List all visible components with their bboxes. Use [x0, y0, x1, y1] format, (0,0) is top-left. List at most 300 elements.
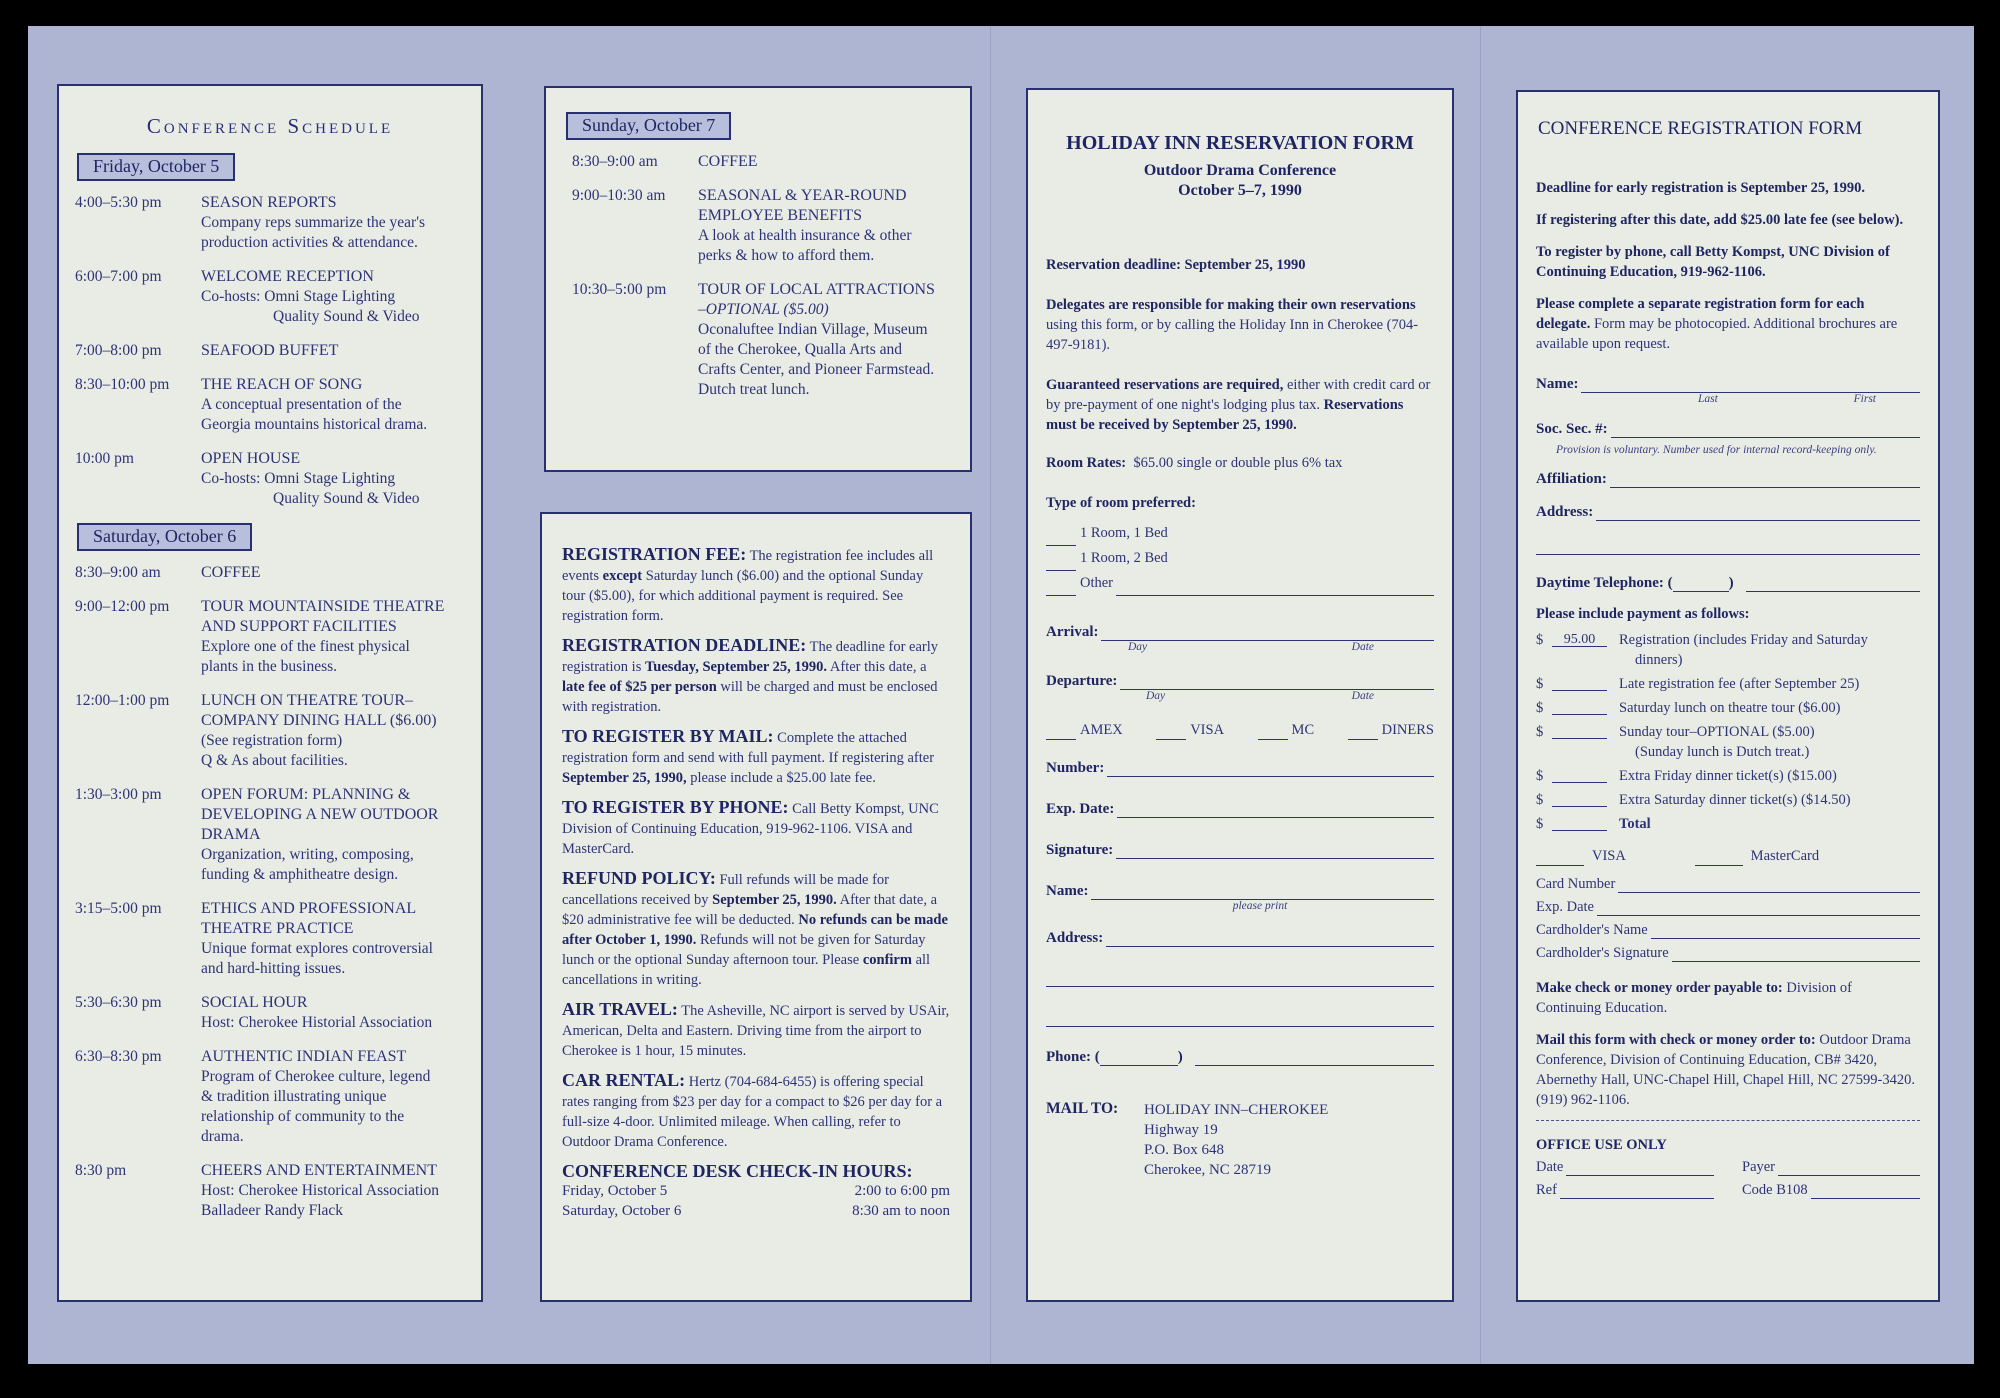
check-in-saturday-day: Saturday, October 6 [562, 1203, 682, 1219]
payment-label-line: Late registration fee (after September 25) [1619, 676, 1860, 692]
address-line-3[interactable] [1046, 987, 1434, 1027]
schedule-event-title: SEASON REPORTS [201, 194, 337, 211]
schedule-event-line: A conceptual presentation of the [201, 396, 402, 413]
payment-amount[interactable] [1552, 698, 1607, 715]
mail-to-line: Highway 19 [1144, 1122, 1218, 1138]
air-travel-text: The Asheville, NC airport is served by USAir, American, Delta and Eastern. Driving time from the airport to Cherokee is 1 hour, 15 minutes. [562, 1003, 950, 1059]
car-rental-heading: CAR RENTAL: [562, 1070, 686, 1090]
schedule-details [201, 691, 463, 771]
reg-address-field[interactable] [1536, 504, 1920, 521]
name-label: Name: [1046, 883, 1089, 899]
affiliation-label: Affiliation: [1536, 471, 1607, 487]
schedule-item [75, 899, 463, 979]
payment-amount[interactable] [1552, 674, 1607, 691]
reg-name-field[interactable] [1536, 376, 1920, 393]
schedule-event-line: Dutch treat lunch. [698, 381, 810, 398]
registration-deadline-heading: REGISTRATION DEADLINE: [562, 635, 807, 655]
room-other-line[interactable] [1116, 580, 1434, 596]
cardholder-name-label: Cardholder's Name [1536, 922, 1648, 938]
schedule-item [75, 449, 463, 509]
schedule-event-line: A look at health insurance & other [698, 227, 912, 244]
mail-text-2: please include a $25.00 late fee. [690, 770, 876, 786]
office-payer-line[interactable] [1778, 1160, 1920, 1176]
schedule-event-line: plants in the business. [201, 658, 338, 675]
guarantee-bold: Guaranteed reservations are required, [1046, 377, 1284, 393]
reg-card-type [1536, 846, 1920, 866]
reg-address-label: Address: [1536, 504, 1594, 520]
schedule-time: 9:00–10:30 am [572, 187, 666, 204]
separate-form-text [1536, 294, 1920, 354]
check-in-friday-time: 2:00 to 6:00 pm [854, 1183, 950, 1199]
daytime-line[interactable] [1746, 576, 1920, 592]
mail-to-line: Cherokee, NC 28719 [1144, 1162, 1272, 1178]
guarantee-deadline: Reservations must be received by September 25, 1990. [1046, 397, 1404, 433]
card-type-options [1046, 720, 1434, 740]
reg-address-line-2[interactable] [1536, 521, 1920, 555]
hotel-form-subtitle: Outdoor Drama Conference [1143, 162, 1337, 179]
card-number-reg-field[interactable] [1536, 876, 1920, 893]
card-diners-label: DINERS [1381, 722, 1434, 738]
dollar-sign: $ [1536, 792, 1544, 808]
card-number-field[interactable] [1046, 760, 1434, 777]
deadline-text-3: will be charged and must be enclosed with registration. [562, 679, 938, 715]
schedule-item [572, 280, 954, 400]
card-amex-label: AMEX [1080, 722, 1123, 738]
refund-text-3: Refunds will not be given for Saturday lunch or the optional Sunday afternoon tour. Please [562, 932, 926, 968]
schedule-event-title: TOUR MOUNTAINSIDE THEATRE AND SUPPORT FACILITIES [201, 598, 445, 635]
mail-text: Complete the attached registration form and send with full payment. If registering after [562, 730, 935, 766]
mail-form-text [1536, 1030, 1920, 1110]
payment-label-line: Extra Friday dinner ticket(s) ($15.00) [1619, 768, 1837, 784]
departure-field[interactable] [1046, 673, 1434, 690]
schedule-item [75, 341, 463, 361]
schedule-event-title: OPEN FORUM: PLANNING & DEVELOPING A NEW OUTDOOR DRAMA [201, 786, 439, 843]
check-in-saturday-time: 8:30 am to noon [852, 1203, 950, 1219]
address-label: Address: [1046, 930, 1104, 946]
last-label: Last [1698, 393, 1718, 405]
schedule-event-title: SOCIAL HOUR [201, 994, 308, 1011]
dollar-sign: $ [1536, 632, 1544, 648]
office-date-label: Date [1536, 1159, 1564, 1175]
check-in-heading: CONFERENCE DESK CHECK-IN HOURS: [562, 1161, 913, 1181]
registration-fee-text: The registration fee includes all events [562, 548, 934, 584]
refund-text-2: After that date, a $20 administrative fee will be deducted. [562, 892, 938, 928]
air-travel-heading: AIR TRAVEL: [562, 999, 678, 1019]
schedule-event-line: production activities & attendance. [201, 234, 418, 251]
day-tab-friday: Friday, October 5 [77, 153, 235, 181]
payable-text [1536, 978, 1920, 1018]
cardholder-name-line[interactable] [1651, 923, 1920, 939]
payment-row [1536, 814, 1920, 834]
schedule-details [698, 152, 954, 172]
room-option-other-label: Other [1080, 575, 1114, 591]
exp-date-reg-label: Exp. Date [1536, 899, 1594, 915]
office-date-line[interactable] [1566, 1160, 1714, 1176]
deadline-text-2: After this date, a [829, 659, 927, 675]
mail-to-line: P.O. Box 648 [1144, 1142, 1225, 1158]
signature-field[interactable] [1046, 842, 1434, 859]
payment-amount[interactable] [1552, 766, 1607, 783]
room-option-1-label: 1 Room, 1 Bed [1080, 525, 1168, 541]
departure-label: Departure: [1046, 673, 1118, 689]
brochure-sheet [28, 26, 1974, 1364]
schedule-details [201, 993, 463, 1033]
payment-list [1536, 630, 1920, 834]
dollar-sign: $ [1536, 700, 1544, 716]
payment-label-line-2: dinners) [1635, 652, 1683, 668]
registration-form-title: CONFERENCE REGISTRATION FORM [1538, 118, 1863, 139]
schedule-event-title: CHEERS AND ENTERTAINMENT [201, 1162, 437, 1179]
schedule-time: 7:00–8:00 pm [75, 342, 162, 359]
daytime-area-line[interactable] [1673, 578, 1729, 592]
first-label: First [1853, 393, 1876, 405]
exp-date-reg-field[interactable] [1536, 899, 1920, 916]
schedule-details [201, 785, 463, 885]
dollar-sign: $ [1536, 724, 1544, 740]
registration-fee-section [562, 544, 950, 626]
payment-amount[interactable] [1552, 722, 1607, 739]
address-line-2[interactable] [1046, 947, 1434, 987]
check-in-friday-day: Friday, October 5 [562, 1183, 668, 1199]
deadline-text: The deadline for early registration is [562, 639, 939, 675]
office-ref-label: Ref [1536, 1182, 1557, 1198]
schedule-time: 9:00–12:00 pm [75, 598, 170, 615]
office-use-row-1 [1536, 1159, 1920, 1176]
arrival-date-label: Date [1351, 641, 1374, 653]
schedule-event-line: Company reps summarize the year's [201, 214, 426, 231]
office-code-line[interactable] [1811, 1183, 1920, 1199]
responsibility-text [1046, 295, 1434, 355]
payment-label-line-2: (Sunday lunch is Dutch treat.) [1635, 744, 1810, 760]
schedule-event-title: TOUR OF LOCAL ATTRACTIONS [698, 281, 935, 298]
schedule-event-title: COFFEE [201, 564, 261, 581]
payment-row [1536, 722, 1920, 762]
schedule-details [201, 449, 463, 509]
register-mail-section [562, 726, 950, 788]
payment-amount[interactable] [1552, 814, 1607, 831]
refund-date: September 25, 1990. [712, 892, 837, 908]
schedule-event-title: LUNCH ON THEATRE TOUR– COMPANY DINING HALL ($6.00) [201, 692, 437, 729]
room-rates [1046, 453, 1434, 473]
schedule-event-line: Georgia mountains historical drama. [201, 416, 428, 433]
payment-label-line: Saturday lunch on theatre tour ($6.00) [1619, 700, 1841, 716]
schedule-title: Conference Schedule [146, 114, 394, 138]
hotel-form-dates: October 5–7, 1990 [1178, 182, 1302, 199]
reg-card-mastercard-label: MasterCard [1750, 848, 1820, 864]
mail-date: September 25, 1990, [562, 770, 687, 786]
departure-line[interactable] [1120, 674, 1434, 690]
payment-label [1619, 722, 1920, 762]
registration-fee-heading: REGISTRATION FEE: [562, 544, 747, 564]
mail-form-bold: Mail this form with check or money order to: [1536, 1032, 1816, 1048]
office-use-heading: OFFICE USE ONLY [1536, 1137, 1667, 1153]
affiliation-line[interactable] [1610, 472, 1920, 488]
mail-to-address [1144, 1100, 1328, 1180]
daytime-phone-label: Daytime Telephone: ( [1536, 575, 1673, 591]
room-option-2[interactable] [1046, 546, 1434, 571]
fold-line [1480, 26, 1481, 1364]
signature-line[interactable] [1116, 843, 1434, 859]
info-panel [540, 512, 972, 1302]
schedule-item [75, 193, 463, 253]
deadline-fee: late fee of $25 per person [562, 679, 717, 695]
payment-row [1536, 790, 1920, 810]
office-ref-field[interactable] [1536, 1182, 1714, 1199]
room-option-2-label: 1 Room, 2 Bed [1080, 550, 1168, 566]
saturday-schedule [59, 551, 481, 1221]
schedule-item [75, 267, 463, 327]
schedule-item [75, 785, 463, 885]
schedule-item [75, 375, 463, 435]
mail-to-block [1046, 1100, 1434, 1180]
schedule-event-title: SEASONAL & YEAR-ROUND EMPLOYEE BENEFITS [698, 187, 907, 224]
room-rates-label: Room Rates: [1046, 455, 1127, 471]
schedule-time: 4:00–5:30 pm [75, 194, 162, 211]
hotel-reservation-panel [1026, 88, 1454, 1302]
phone-field[interactable] [1046, 1049, 1434, 1066]
schedule-event-line: Host: Cherokee Historial Association [201, 1014, 433, 1031]
schedule-time: 5:30–6:30 pm [75, 994, 162, 1011]
address-field[interactable] [1046, 930, 1434, 947]
affiliation-field[interactable] [1536, 471, 1920, 488]
payment-row [1536, 674, 1920, 694]
phone-line[interactable] [1195, 1050, 1434, 1066]
card-visa-label: VISA [1190, 722, 1225, 738]
schedule-details [698, 280, 954, 400]
room-rates-value: $65.00 single or double plus 6% tax [1133, 455, 1343, 471]
register-phone-heading: TO REGISTER BY PHONE: [562, 797, 789, 817]
daytime-phone-field[interactable] [1536, 575, 1920, 592]
payment-label-line: Registration (includes Friday and Saturday [1619, 632, 1868, 648]
name-field[interactable] [1046, 883, 1434, 900]
reg-card-visa-label: VISA [1592, 848, 1626, 864]
refund-confirm: confirm [862, 952, 912, 968]
schedule-event-title: WELCOME RECEPTION [201, 268, 374, 285]
guarantee-rest: either with credit card or by pre-payment of one night's lodging plus tax. [1046, 377, 1431, 413]
schedule-event-line: Explore one of the finest physical [201, 638, 410, 655]
payment-amount[interactable] [1552, 790, 1607, 807]
office-code-label: Code B108 [1742, 1182, 1808, 1198]
separate-form-bold: Please complete a separate registration form for each delegate. [1536, 296, 1865, 332]
please-print-label: please print [1232, 900, 1288, 912]
cardholder-signature-line[interactable] [1672, 946, 1920, 962]
office-payer-label: Payer [1742, 1159, 1776, 1175]
exp-date-line[interactable] [1117, 802, 1434, 818]
reg-card-mastercard[interactable] [1695, 848, 1819, 864]
payment-label [1619, 630, 1920, 670]
schedule-event-line: of the Cherokee, Qualla Arts and [698, 341, 903, 358]
office-ref-line[interactable] [1560, 1183, 1714, 1199]
phone-area-line[interactable] [1100, 1052, 1178, 1066]
payable-bold: Make check or money order payable to: [1536, 980, 1783, 996]
fold-line [990, 26, 991, 1364]
room-type-options [1046, 521, 1434, 596]
name-line[interactable] [1091, 884, 1434, 900]
schedule-event-line: –OPTIONAL ($5.00) [698, 301, 829, 318]
room-type-label: Type of room preferred: [1046, 495, 1196, 511]
schedule-item [75, 597, 463, 677]
responsibility-bold: Delegates are responsible for making their own reservations [1046, 297, 1416, 313]
schedule-event-line: funding & amphitheatre design. [201, 866, 399, 883]
schedule-event-line: Quality Sound & Video [273, 490, 420, 507]
ssn-field[interactable] [1536, 421, 1920, 438]
payment-row [1536, 630, 1920, 670]
schedule-item [75, 563, 463, 583]
cardholder-signature-label: Cardholder's Signature [1536, 945, 1669, 961]
register-phone-section [562, 797, 950, 859]
card-mc-label: MC [1291, 722, 1315, 738]
payment-label-line: Sunday tour–OPTIONAL ($5.00) [1619, 724, 1815, 740]
payment-label [1619, 766, 1920, 786]
schedule-details [201, 1161, 463, 1221]
payment-row [1536, 766, 1920, 786]
schedule-event-line: Host: Cherokee Historical Association [201, 1182, 440, 1199]
mail-form-rest: Outdoor Drama Conference, Division of Continuing Education, CB# 3420, Abernethy Hall, UNC-Chapel Hill, Chapel Hill, NC 27599-3420. (919) 962-1106. [1536, 1032, 1915, 1108]
schedule-details [201, 267, 463, 327]
address-line[interactable] [1106, 931, 1434, 947]
schedule-event-title: THE REACH OF SONG [201, 376, 363, 393]
ssn-line[interactable] [1611, 422, 1920, 438]
schedule-time: 6:00–7:00 pm [75, 268, 162, 285]
registration-fee-text-2: Saturday lunch ($6.00) and the optional Sunday tour ($5.00), for which additional payment is required. See registration form. [562, 568, 924, 624]
mail-to-label: MAIL TO: [1046, 1100, 1119, 1117]
payable-rest: Division of Continuing Education. [1536, 980, 1853, 1016]
check-in-friday [562, 1181, 950, 1201]
phone-text: Call Betty Kompst, UNC Division of Continuing Education, 919-962-1106. VISA and MasterCard. [562, 801, 939, 857]
register-mail-heading: TO REGISTER BY MAIL: [562, 726, 774, 746]
schedule-time: 8:30–10:00 pm [75, 376, 170, 393]
exp-date-label: Exp. Date: [1046, 801, 1115, 817]
schedule-event-line: Co-hosts: Omni Stage Lighting [201, 470, 396, 487]
refund-section [562, 868, 950, 990]
reg-name-line[interactable] [1581, 377, 1920, 393]
office-code-field[interactable] [1742, 1182, 1920, 1199]
reg-card-visa[interactable] [1536, 848, 1625, 864]
schedule-event-line: Quality Sound & Video [273, 308, 420, 325]
schedule-event-title: OPEN HOUSE [201, 450, 301, 467]
schedule-event-line: Balladeer Randy Flack [201, 1202, 344, 1219]
check-in-section [562, 1161, 950, 1221]
day-tab-sunday: Sunday, October 7 [566, 112, 731, 140]
schedule-item [75, 691, 463, 771]
daytime-close: ) [1728, 575, 1734, 591]
refund-heading: REFUND POLICY: [562, 868, 716, 888]
schedule-details [201, 899, 463, 979]
schedule-event-title: SEAFOOD BUFFET [201, 342, 339, 359]
schedule-time: 10:30–5:00 pm [572, 281, 667, 298]
schedule-details [201, 193, 463, 253]
reg-name-label: Name: [1536, 376, 1579, 392]
payment-heading: Please include payment as follows: [1536, 606, 1750, 622]
schedule-time: 6:30–8:30 pm [75, 1048, 162, 1065]
phone-label: Phone: ( [1046, 1049, 1100, 1065]
arrival-line[interactable] [1101, 625, 1434, 641]
card-amex[interactable] [1046, 720, 1123, 740]
schedule-event-line: & tradition illustrating unique [201, 1088, 387, 1105]
schedule-event-line: Oconaluftee Indian Village, Museum [698, 321, 928, 338]
schedule-item [572, 186, 954, 266]
schedule-event-line: Unique format explores controversial [201, 940, 433, 957]
car-rental-section [562, 1070, 950, 1152]
office-payer-field[interactable] [1742, 1159, 1920, 1176]
payment-label-line: Total [1619, 816, 1651, 832]
schedule-details [698, 186, 954, 266]
card-diners[interactable] [1348, 720, 1434, 740]
phone-registration-text: To register by phone, call Betty Kompst, UNC Division of Continuing Education, 919-962-1106. [1536, 244, 1890, 280]
dollar-sign: $ [1536, 816, 1544, 832]
schedule-event-line: Co-hosts: Omni Stage Lighting [201, 288, 396, 305]
schedule-event-title: COFFEE [698, 153, 758, 170]
card-mc[interactable] [1258, 720, 1315, 740]
payment-label [1619, 698, 1920, 718]
refund-text-4: all cancellations in writing. [562, 952, 931, 988]
sunday-schedule [546, 140, 970, 400]
payment-amount[interactable]: 95.00 [1552, 630, 1607, 647]
payment-label [1619, 790, 1920, 810]
registration-fee-except: except [602, 568, 643, 584]
cardholder-signature-field[interactable] [1536, 945, 1920, 962]
deadline-date: Tuesday, September 25, 1990. [644, 659, 828, 675]
departure-day-label: Day [1146, 690, 1166, 702]
schedule-time: 1:30–3:00 pm [75, 786, 162, 803]
exp-date-field[interactable] [1046, 801, 1434, 818]
reg-address-line[interactable] [1596, 505, 1920, 521]
ssn-label: Soc. Sec. #: [1536, 421, 1608, 437]
schedule-event-title: ETHICS AND PROFESSIONAL THEATRE PRACTICE [201, 900, 416, 937]
dotted-divider [1536, 1120, 1920, 1121]
dollar-sign: $ [1536, 768, 1544, 784]
schedule-event-line: drama. [201, 1128, 244, 1145]
registration-deadline-text: Deadline for early registration is September 25, 1990. [1536, 180, 1866, 196]
room-option-other[interactable] [1046, 571, 1434, 596]
card-visa[interactable] [1156, 720, 1224, 740]
schedule-event-line: (See registration form) [201, 732, 343, 749]
cardholder-name-field[interactable] [1536, 922, 1920, 939]
schedule-event-line: Program of Cherokee culture, legend [201, 1068, 431, 1085]
schedule-panel [57, 84, 483, 1302]
schedule-time: 8:30 pm [75, 1162, 127, 1179]
schedule-event-line: Q & As about facilities. [201, 752, 348, 769]
schedule-event-line: and hard-hitting issues. [201, 960, 346, 977]
card-number-reg-label: Card Number [1536, 876, 1616, 892]
sunday-panel [544, 86, 972, 472]
registration-form-panel [1516, 90, 1940, 1302]
registration-deadline-section [562, 635, 950, 717]
arrival-field[interactable] [1046, 624, 1434, 641]
schedule-time: 10:00 pm [75, 450, 134, 467]
office-use-row-2 [1536, 1182, 1920, 1199]
schedule-details [201, 1047, 463, 1147]
card-number-line[interactable] [1107, 761, 1434, 777]
exp-date-reg-line[interactable] [1597, 900, 1920, 916]
schedule-time: 8:30–9:00 am [75, 564, 161, 581]
office-date-field[interactable] [1536, 1159, 1714, 1176]
schedule-details [201, 597, 463, 677]
dollar-sign: $ [1536, 676, 1544, 692]
card-number-reg-line[interactable] [1618, 877, 1920, 893]
schedule-event-line: perks & how to afford them. [698, 247, 875, 264]
payment-label [1619, 674, 1920, 694]
responsibility-rest: using this form, or by calling the Holiday Inn in Cherokee (704-497-9181). [1046, 317, 1419, 353]
arrival-day-label: Day [1128, 641, 1148, 653]
schedule-item [75, 993, 463, 1033]
hotel-form-title: HOLIDAY INN RESERVATION FORM [1066, 132, 1414, 154]
refund-no-refunds: No refunds can be made after October 1, 1990. [562, 912, 948, 948]
schedule-event-line: Organization, writing, composing, [201, 846, 414, 863]
schedule-event-title: AUTHENTIC INDIAN FEAST [201, 1048, 407, 1065]
room-option-1[interactable] [1046, 521, 1434, 546]
reservation-deadline: Reservation deadline: September 25, 1990 [1046, 257, 1306, 273]
